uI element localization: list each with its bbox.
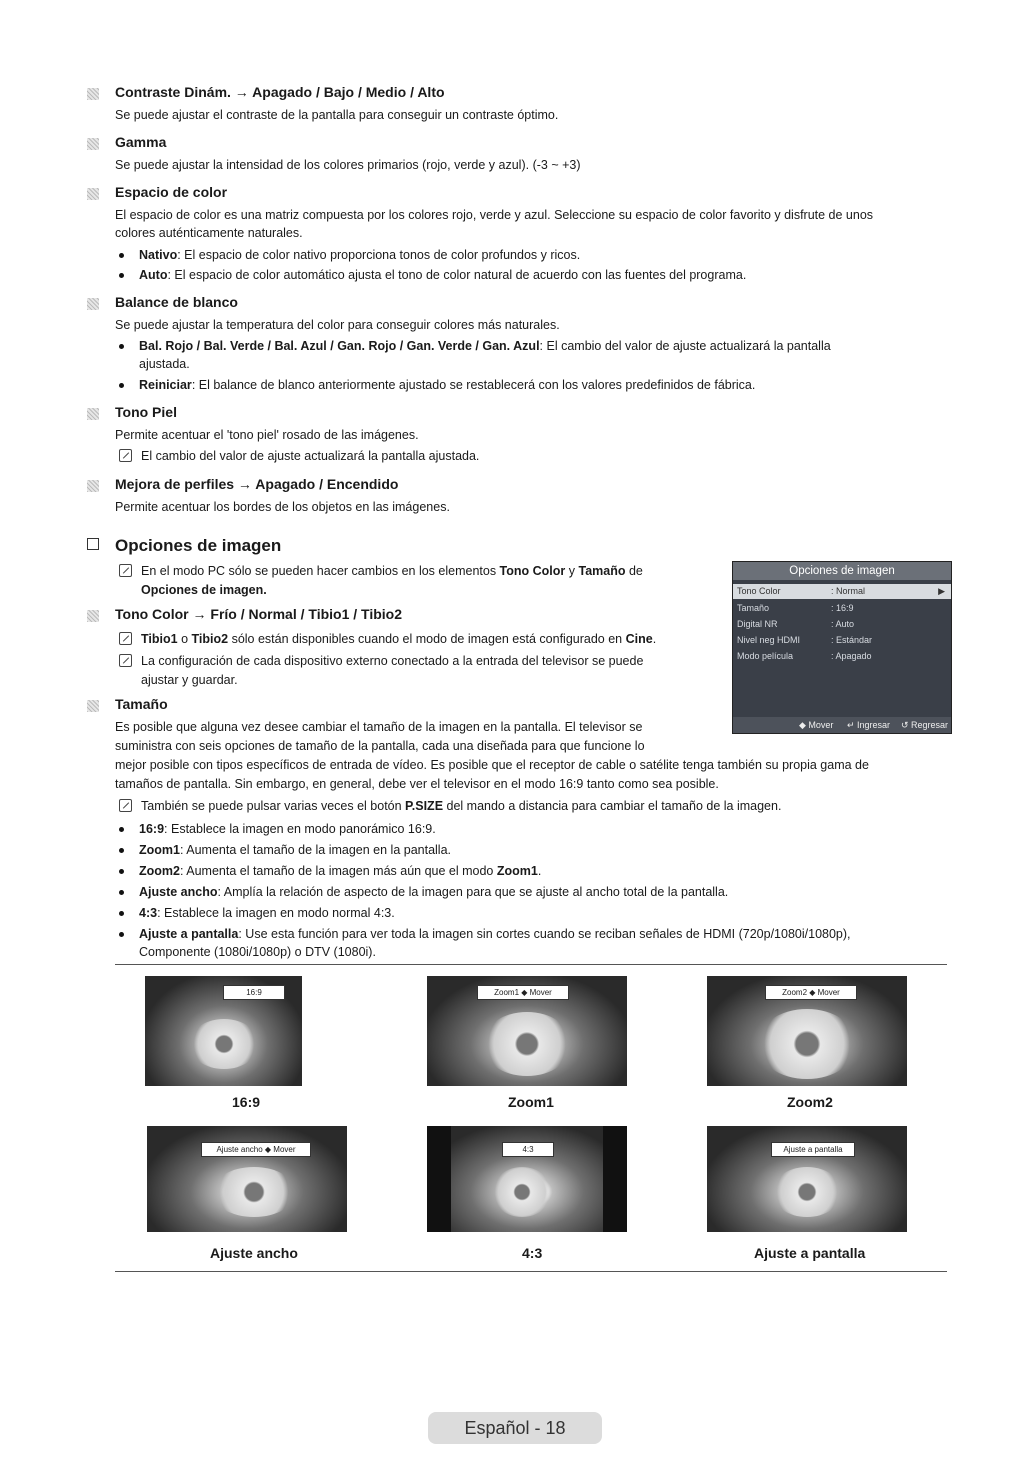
image-caption: Ajuste ancho [210, 1245, 298, 1261]
item-title: Tono Piel [115, 404, 177, 420]
osd-label: 4:3 [502, 1142, 554, 1157]
square-bullet-icon [87, 88, 99, 100]
paragraph-line: Es posible que alguna vez desee cambiar el tamaño de la imagen en la pantalla. El televisor se [115, 720, 643, 734]
bullet-dot-icon [119, 890, 124, 895]
osd-label: Zoom2 ◆ Mover [765, 985, 857, 1000]
item-desc: Permite acentuar los bordes de los objetos en las imágenes. [115, 500, 450, 514]
tv-menu-row: Digital NR : Auto [737, 619, 855, 629]
bullet-dot-icon [119, 827, 124, 832]
sample-image-ajuste-ancho [147, 1126, 347, 1232]
item-title: Contraste Dinám. → Apagado / Bajo / Medio / Alto [115, 84, 445, 100]
sample-image-zoom2 [707, 976, 907, 1086]
paragraph-line: tamaños de pantalla. Sin embargo, en general, debe ver el televisor en el modo 16:9 tanto como sea posible. [115, 777, 719, 791]
osd-label: Ajuste a pantalla [771, 1142, 855, 1157]
tv-menu-footer: ◆ Mover ↵ Ingresar ↺ Regresar [733, 717, 951, 733]
note-icon [119, 799, 132, 812]
tv-menu-row: Tono Color : Normal ▶ [733, 584, 951, 599]
square-bullet-icon [87, 700, 99, 712]
image-caption: Zoom1 [508, 1094, 554, 1110]
section-heading: Opciones de imagen [115, 536, 282, 555]
bullet-dot-icon [119, 932, 124, 937]
sample-image-zoom1 [427, 976, 627, 1086]
tv-menu-row: Nivel neg HDMI : Estándar [737, 635, 873, 645]
item-title: Tamaño [115, 696, 168, 712]
tv-menu-row: Tamaño : 16:9 [737, 603, 854, 613]
checkbox-square-icon [87, 538, 99, 550]
square-bullet-icon [87, 298, 99, 310]
osd-label: 16:9 [223, 985, 285, 1000]
square-bullet-icon [87, 408, 99, 420]
item-desc: colores auténticamente naturales. [115, 226, 303, 240]
note-icon [119, 449, 132, 462]
divider [115, 964, 947, 965]
image-caption: Ajuste a pantalla [754, 1245, 866, 1261]
bullet-dot-icon [119, 383, 124, 388]
item-desc: Se puede ajustar la temperatura del color para conseguir colores más naturales. [115, 318, 560, 332]
bullet-dot-icon [119, 273, 124, 278]
note-icon [119, 654, 132, 667]
item-title: Espacio de color [115, 184, 228, 200]
manual-page: Contraste Dinám. → Apagado / Bajo / Medio / Alto Se puede ajustar el contraste de la pantalla para conseguir un contraste óptimo. Gamma Se puede ajustar la intensidad de los colores primarios (rojo, verde y azul). (-3 ~ +3) Espacio de color El espacio de color es una matriz compuesta por los colores rojo, verde y azul. Seleccione su espacio de color favorito y disfrute de unos colores auténticamente naturales. Nativo: El espacio de color nativo proporciona tonos de color profundos y ricos. Auto: El espacio de color automático ajusta el tono de color natural de acuerdo con las fuentes del programa. Balance de blanco Se puede ajustar la temperatura del color para conseguir colores más naturales. Bal. Rojo / Bal. Verde / Bal. Azul / Gan. Rojo / Gan. Verde / Gan. Azul: El cambio del valor de ajuste actualizará la pantalla ajustada. Reiniciar: El balance de blanco anteriormente ajustado se restablecerá con los valores predefinidos de fábrica. Tono Piel Permite acentuar el 'tono piel' rosado de las imágenes. El cambio del valor de ajuste actualizará la pantalla ajustada. Mejora de perfiles → Apagado / Encendido Permite acentuar los bordes de los objetos en las imágenes. Opciones de imagen En el modo PC sólo se pueden hacer cambios en los elementos Tono Color y Tamaño de Opciones de imagen. Tono Color → Frío / Normal / Tibio1 / Tibio2 Tibio1 o Tibio2 sólo están disponibles cuando el modo de imagen está configurado en Cine. La configuración de cada dispositivo externo conectado a la entrada del televisor se puede ajustar y guardar. Tamaño Es posible que alguna vez desee cambiar el tamaño de la imagen en la pantalla. El televisor se suministra con seis opciones de tamaño de la pantalla, cada una diseñada para que funcione lo mejor posible con tipos específicos de entrada de vídeo. Es posible que el receptor de cable o satélite tenga también su propia gama de tamaños de pantalla. Sin embargo, en general, debe ver el televisor en el modo 16:9 tanto como sea posible. También se puede pulsar varias veces el botón P.SIZE del mando a distancia para cambiar el tamaño de la imagen. 16:9: Establece la imagen en modo panorámico 16:9. Zoom1: Aumenta el tamaño de la imagen en la pantalla. Zoom2: Aumenta el tamaño de la imagen más aún que el modo Zoom1. Ajuste ancho: Amplía la relación de aspecto de la imagen para que se ajuste al ancho total de la pantalla. 4:3: Establece la imagen en modo normal 4:3. Ajuste a pantalla: Use esta función para ver toda la imagen sin cortes cuando se reciban señales de HDMI (720p/1080i/1080p), Componente (1080i/1080p) o DTV (1080i). Opciones de imagen Tono Color : Normal ▶ Tamaño : 16:9 Digital NR : Auto Nivel neg HDMI : Estándar Modo película : Apagado ◆ Mover ↵ Ingresar ↺ Regresar 16:9 16:9 Zoom1 ◆ Mover Zoom1 Zoom2 ◆ Mover Zoom2 Ajuste ancho ◆ Mover Ajuste ancho 4:3 4:3 Ajuste a pantalla Ajuste a pantalla Español - 18 [0, 0, 1031, 1457]
arrow-right-icon: ▶ [938, 586, 945, 596]
square-bullet-icon [87, 480, 99, 492]
page-number: Español - 18 [428, 1412, 602, 1444]
sample-image-ajuste-pantalla [707, 1126, 907, 1232]
square-bullet-icon [87, 610, 99, 622]
bullet-dot-icon [119, 869, 124, 874]
square-bullet-icon [87, 188, 99, 200]
note-icon [119, 632, 132, 645]
osd-label: Ajuste ancho ◆ Mover [201, 1142, 311, 1157]
tv-menu-title: Opciones de imagen [733, 562, 951, 580]
item-desc: El espacio de color es una matriz compuesta por los colores rojo, verde y azul. Seleccione su espacio de color favorito y disfrute de unos [115, 208, 874, 222]
paragraph-line: suministra con seis opciones de tamaño de la pantalla, cada una diseñada para que funcione lo [115, 739, 645, 753]
osd-label: Zoom1 ◆ Mover [477, 985, 569, 1000]
image-caption: 16:9 [232, 1094, 261, 1110]
bullet-dot-icon [119, 911, 124, 916]
item-title: Balance de blanco [115, 294, 238, 310]
item-title: Tono Color → Frío / Normal / Tibio1 / Tibio2 [115, 606, 403, 622]
tv-menu-screenshot [732, 561, 952, 734]
square-bullet-icon [87, 138, 99, 150]
item-title: Mejora de perfiles → Apagado / Encendido [115, 476, 399, 492]
tv-menu-row: Modo película : Apagado [737, 651, 872, 661]
image-caption: Zoom2 [787, 1094, 833, 1110]
item-desc: Permite acentuar el 'tono piel' rosado de las imágenes. [115, 428, 419, 442]
image-caption: 4:3 [522, 1245, 543, 1261]
sample-image-43 [427, 1126, 627, 1232]
note-icon [119, 564, 132, 577]
item-desc: Se puede ajustar el contraste de la pantalla para conseguir un contraste óptimo. [115, 108, 559, 122]
paragraph-line: mejor posible con tipos específicos de entrada de vídeo. Es posible que el receptor de cable o satélite tenga también su propia gama de [115, 758, 869, 772]
bullet-dot-icon [119, 344, 124, 349]
bullet-dot-icon [119, 848, 124, 853]
bullet-dot-icon [119, 253, 124, 258]
item-desc: Se puede ajustar la intensidad de los colores primarios (rojo, verde y azul). (-3 ~ +3) [115, 158, 581, 172]
divider [115, 1271, 947, 1272]
sample-image-169 [145, 976, 302, 1086]
item-title: Gamma [115, 134, 167, 150]
